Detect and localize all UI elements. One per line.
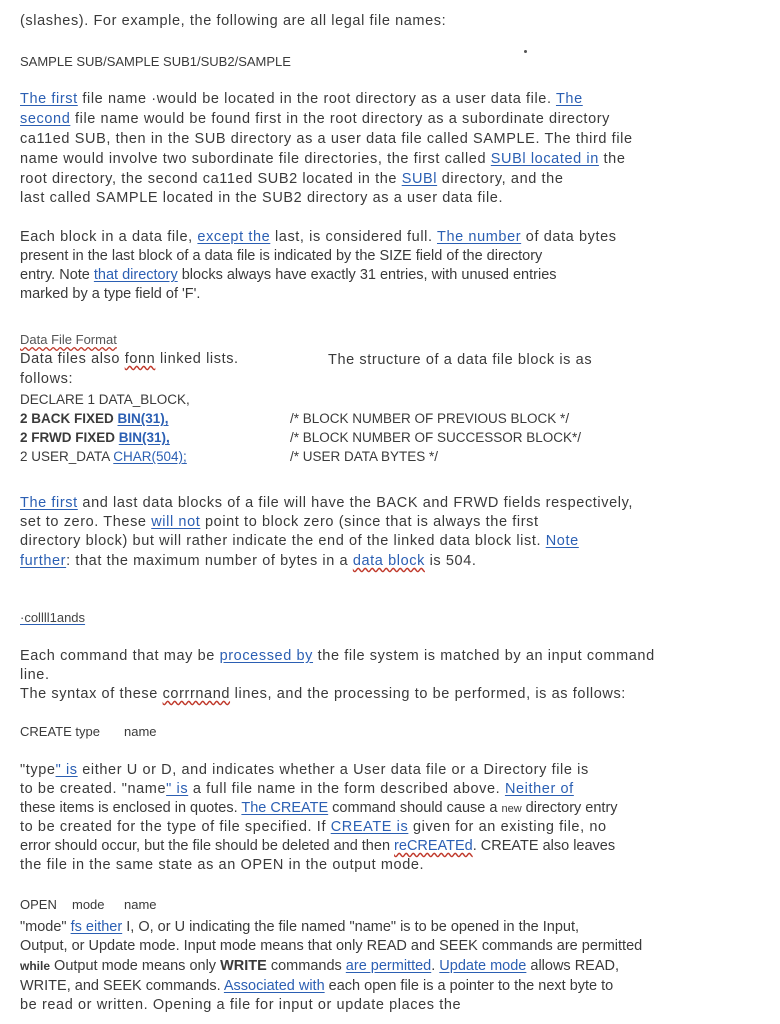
text-line: be read or written. Opening a file for input or update places the (20, 997, 462, 1013)
code-line: 2 FRWD FIXED BIN(31), (20, 430, 170, 445)
text-line: "type" is either U or D, and indicates whether a User data file or a Directory file is (20, 762, 589, 778)
code-line: 2 USER_DATA CHAR(504); (20, 449, 187, 464)
text-line: error should occur, but the file should be deleted and then reCREATEd. CREATE also leaves (20, 838, 616, 854)
code-comment: /* USER DATA BYTES */ (290, 449, 439, 464)
text-line: root directory, the second ca11ed SUB2 located in the SUBl directory, and the (20, 171, 564, 187)
text-line: ca11ed SUB, then in the SUB directory as a user data file called SAMPLE. The third file (20, 131, 633, 147)
text-line: second file name would be found first in the root directory as a subordinate directory (20, 111, 611, 127)
text-line: Each block in a data file, except the last, is considered full. The number of data bytes (20, 229, 617, 245)
text-line: The structure of a data file block is as (328, 352, 593, 368)
scan-speck (524, 50, 527, 53)
section-heading: ·collll1ands (20, 610, 86, 625)
command-syntax: OPEN (20, 897, 57, 912)
text-line: name would involve two subordinate file directories, the first called SUBl located in the (20, 151, 626, 167)
text-line: entry. Note that directory blocks always have exactly 31 entries, with unused entries (20, 267, 557, 283)
text-line: the file in the same state as an OPEN in the output mode. (20, 857, 425, 873)
command-syntax: CREATE type (20, 724, 100, 739)
text-line: The syntax of these corrrnand lines, and the processing to be performed, is as follows: (20, 686, 626, 702)
code-comment: /* BLOCK NUMBER OF PREVIOUS BLOCK */ (290, 411, 570, 426)
text-line: follows: (20, 371, 74, 387)
text-line: The first and last data blocks of a file will have the BACK and FRWD fields respectively, (20, 495, 633, 511)
command-syntax: name (124, 897, 157, 912)
text-line: set to zero. These will not point to block zero (since that is always the first (20, 514, 539, 530)
code-line: DECLARE 1 DATA_BLOCK, (20, 392, 190, 407)
text-line: to be created for the type of file specified. If CREATE is given for an existing file, no (20, 819, 607, 835)
command-syntax: name (124, 724, 157, 739)
text-line: to be created. "name" is a full file name in the form described above. Neither of (20, 781, 574, 797)
text-line: while Output mode means only WRITE commands are permitted. Update mode allows READ, (20, 958, 620, 974)
code-comment: /* BLOCK NUMBER OF SUCCESSOR BLOCK*/ (290, 430, 582, 445)
text-line: present in the last block of a data file is indicated by the SIZE field of the directory (20, 248, 543, 264)
text-line: these items is enclosed in quotes. The CREATE command should cause a new directory entry (20, 800, 618, 816)
text-line: The first file name ·would be located in the root directory as a user data file. The (20, 91, 583, 107)
text-line: last called SAMPLE located in the SUB2 directory as a user data file. (20, 190, 504, 206)
command-syntax: mode (72, 897, 105, 912)
text-line: WRITE, and SEEK commands. Associated with each open file is a pointer to the next byte to (20, 978, 614, 994)
text-line: Output, or Update mode. Input mode means that only READ and SEEK commands are permitted (20, 938, 643, 954)
example-filenames: SAMPLE SUB/SAMPLE SUB1/SUB2/SAMPLE (20, 54, 291, 69)
code-line: 2 BACK FIXED BIN(31), (20, 411, 169, 426)
section-heading: Data File Format (20, 332, 117, 347)
text-line: Each command that may be processed by the file system is matched by an input command (20, 648, 655, 664)
text-line: line. (20, 667, 50, 683)
text-line: Data files also fonn linked lists. (20, 351, 239, 367)
text-line: further: that the maximum number of bytes in a data block is 504. (20, 553, 477, 569)
text-line: directory block) but will rather indicate the end of the linked data block list. Note (20, 533, 579, 549)
text-line: (slashes). For example, the following are all legal file names: (20, 13, 447, 29)
text-line: marked by a type field of 'F'. (20, 286, 201, 302)
text-line: "mode" fs either I, O, or U indicating the file named "name" is to be opened in the Input, (20, 919, 580, 935)
